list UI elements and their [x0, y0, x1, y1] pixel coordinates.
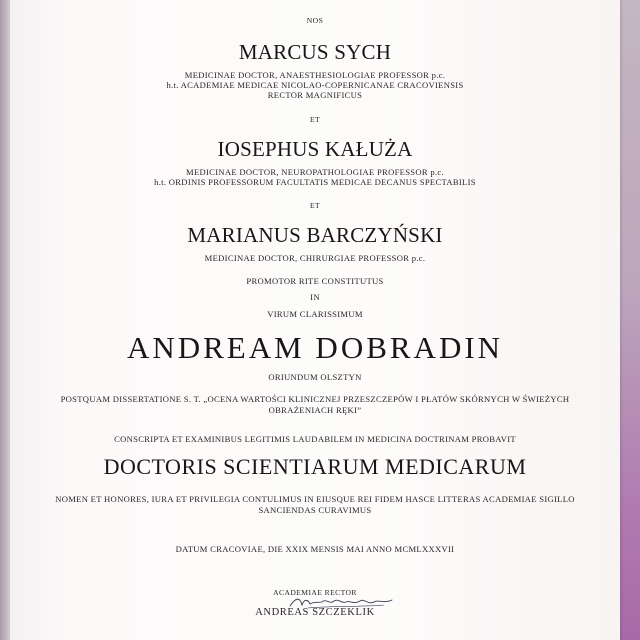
dissertation-line1: POSTQUAM DISSERTATIONE S. T. „OCENA WARTOŚCI KLINICZNEJ PRZESZCZEPÓW I PŁATÓW SKÓRNYCH W ŚWIEŻYCH [60, 394, 570, 404]
datum-text: DATUM CRACOVIAE, DIE XXIX MENSIS MAI ANNO MCMLXXXVII [175, 544, 455, 554]
rector-title-line3: RECTOR MAGNIFICUS [267, 90, 363, 100]
degree-title: DOCTORIS SCIENTIARUM MEDICARUM [103, 454, 527, 479]
diploma-page [10, 0, 620, 640]
signature-name: ANDREAS SZCZEKLIK [255, 607, 375, 618]
et-connector-2: ET [309, 201, 321, 210]
dean-title-line2: h.t. ORDINIS PROFESSORUM FACULTATIS MEDICAE DECANUS SPECTABILIS [154, 177, 476, 187]
candidate-name: ANDREAM DOBRADIN [126, 330, 504, 365]
promotor-title: MEDICINAE DOCTOR, CHIRURGIAE PROFESSOR p.c. [204, 253, 426, 263]
virum-clarissimum: VIRUM CLARISSIMUM [267, 309, 363, 319]
dean-title-line1: MEDICINAE DOCTOR, NEUROPATHOLOGIAE PROFESSOR p.c. [186, 167, 444, 177]
promotor-name: MARIANUS BARCZYŃSKI [187, 223, 443, 247]
nos-heading: NOS [306, 16, 324, 25]
candidate-origin: ORIUNDUM OLSZTYN [268, 372, 362, 382]
signature-title: ACADEMIAE RECTOR [273, 588, 357, 597]
conscripta-text: CONSCRIPTA ET EXAMINIBUS LEGITIMIS LAUDABILEM IN MEDICINA DOCTRINAM PROBAVIT [114, 434, 516, 444]
rector-title-line1: MEDICINAE DOCTOR, ANAESTHESIOLOGIAE PROFESSOR p.c. [184, 70, 446, 80]
nomen-line1: NOMEN ET HONORES, IURA ET PRIVILEGIA CONTULIMUS IN EIUSQUE REI FIDEM HASCE LITTERAS ACADEMIAE SIGILLO [55, 494, 575, 504]
promotor-rite: PROMOTOR RITE CONSTITUTUS [246, 276, 384, 286]
dissertation-line2: OBRAŻENIACH RĘKI” [268, 405, 362, 415]
rector-title-line2: h.t. ACADEMIAE MEDICAE NICOLAO-COPERNICANAE CRACOVIENSIS [166, 80, 464, 90]
in-text: IN [310, 292, 320, 302]
nomen-line2: SANCIENDAS CURAVIMUS [258, 505, 372, 515]
rector-name: MARCUS SYCH [238, 40, 392, 64]
dean-name: IOSEPHUS KAŁUŻA [217, 137, 413, 161]
et-connector-1: ET [309, 115, 321, 124]
